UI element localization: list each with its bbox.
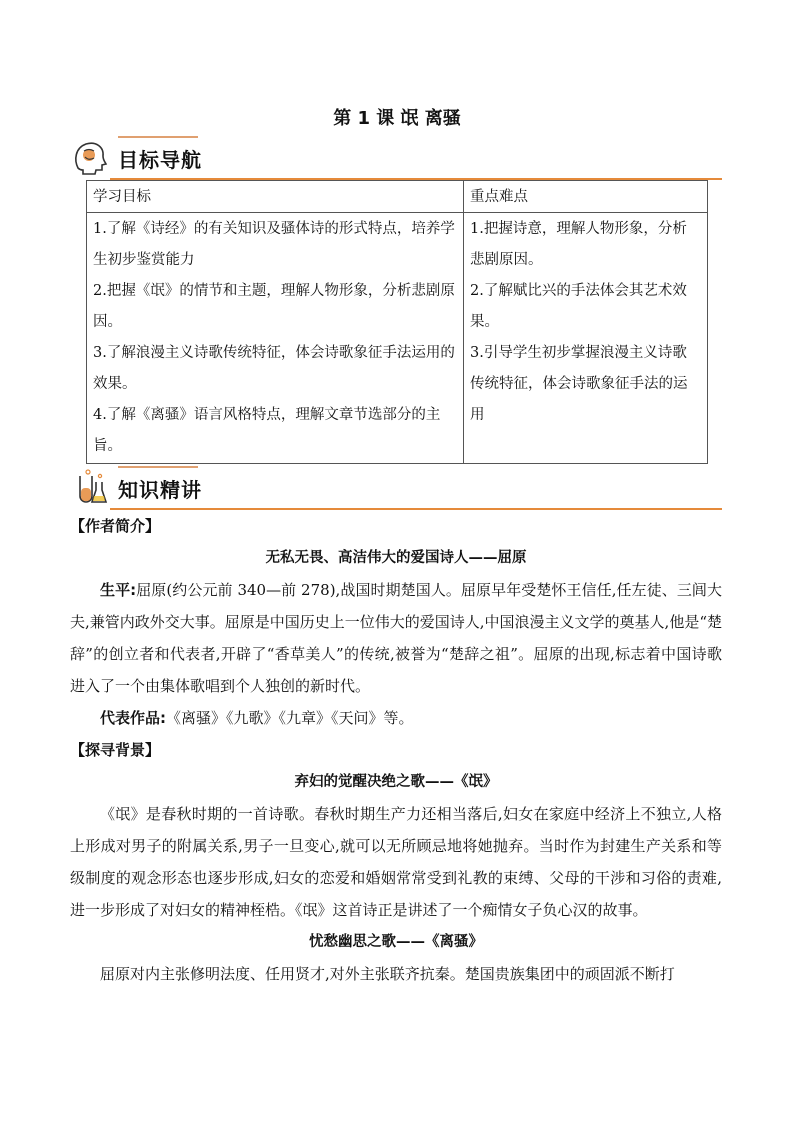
goals-table	[86, 180, 708, 464]
table-row	[87, 213, 708, 464]
background-paragraph-lisao: 屈原对内主张修明法度、任用贤才,对外主张联齐抗秦。楚国贵族集团中的顽固派不断打	[100, 965, 675, 983]
table-header-row	[87, 181, 708, 213]
author-tag: 【作者简介】	[70, 517, 161, 535]
list-item: 1.把握诗意，理解人物形象，分析悲剧原因。	[470, 221, 687, 268]
background-heading-mang: 弃妇的觉醒决绝之歌——《氓》	[294, 774, 498, 790]
background-heading-lisao: 忧愁幽思之歌——《离骚》	[309, 934, 483, 950]
list-item: 3.了解浪漫主义诗歌传统特征，体会诗歌象征手法运用的效果。	[93, 345, 455, 392]
key-points-cell	[464, 213, 708, 464]
brain-icon	[70, 138, 110, 178]
author-heading: 无私无畏、高洁伟大的爱国诗人——屈原	[265, 550, 527, 566]
table-header-key-points: 重点难点	[464, 181, 708, 213]
works-text: 《离骚》《九歌》《九章》《天问》等。	[166, 709, 414, 727]
life-label: 生平:	[100, 581, 137, 599]
works-label: 代表作品:	[100, 709, 166, 727]
table-header-learning: 学习目标	[87, 181, 464, 213]
list-item: 3.引导学生初步掌握浪漫主义诗歌传统特征，体会诗歌象征手法的运用	[470, 345, 688, 423]
section-header-goals	[70, 136, 722, 180]
section-title-goals: 目标导航	[118, 148, 202, 172]
life-text: 屈原(约公元前 340—前 278),战国时期楚国人。屈原早年受楚怀王信任,任左徒、三闾大夫,兼管内政外交大事。屈原是中国历史上一位伟大的爱国诗人,中国浪漫主义文学的奠基人,他是“楚辞”的创立者和代表者,开辟了“香草美人”的传统,被誉为“楚辞之祖”。屈原的出现,标志着中国诗歌进入了一个由集体歌唱到个人独创的新时代。	[70, 581, 723, 695]
background-tag: 【探寻背景】	[70, 741, 161, 759]
background-paragraph-mang: 《氓》是春秋时期的一首诗歌。春秋时期生产力还相当落后,妇女在家庭中经济上不独立,人格上形成对男子的附属关系,男子一旦变心,就可以无所顾忌地将她抛弃。当时作为封建生产关系和等级制度的观念形态也逐步形成,妇女的恋爱和婚姻常常受到礼教的束缚、父母的干涉和习俗的责难,进一步形成了对妇女的精神桎梏。《氓》这首诗正是讲述了一个痴情女子负心汉的故事。	[70, 805, 722, 919]
list-item: 2.了解赋比兴的手法体会其艺术效果。	[470, 283, 687, 330]
learning-goals-cell	[87, 213, 464, 464]
author-life-paragraph	[70, 574, 722, 702]
page-title: 第 1 课 氓 离骚	[333, 108, 461, 129]
section-header-knowledge	[70, 466, 722, 510]
author-works-paragraph	[70, 702, 722, 734]
decorative-line	[118, 136, 198, 138]
list-item: 4.了解《离骚》语言风格特点，理解文章节选部分的主旨。	[93, 407, 441, 454]
list-item: 1.了解《诗经》的有关知识及骚体诗的形式特点，培养学生初步鉴赏能力	[93, 221, 455, 268]
decorative-line	[118, 466, 198, 468]
section-title-knowledge: 知识精讲	[118, 478, 202, 502]
knowledge-body	[70, 510, 722, 990]
list-item: 2.把握《氓》的情节和主题，理解人物形象，分析悲剧原因。	[93, 283, 455, 330]
flask-icon	[70, 468, 110, 508]
